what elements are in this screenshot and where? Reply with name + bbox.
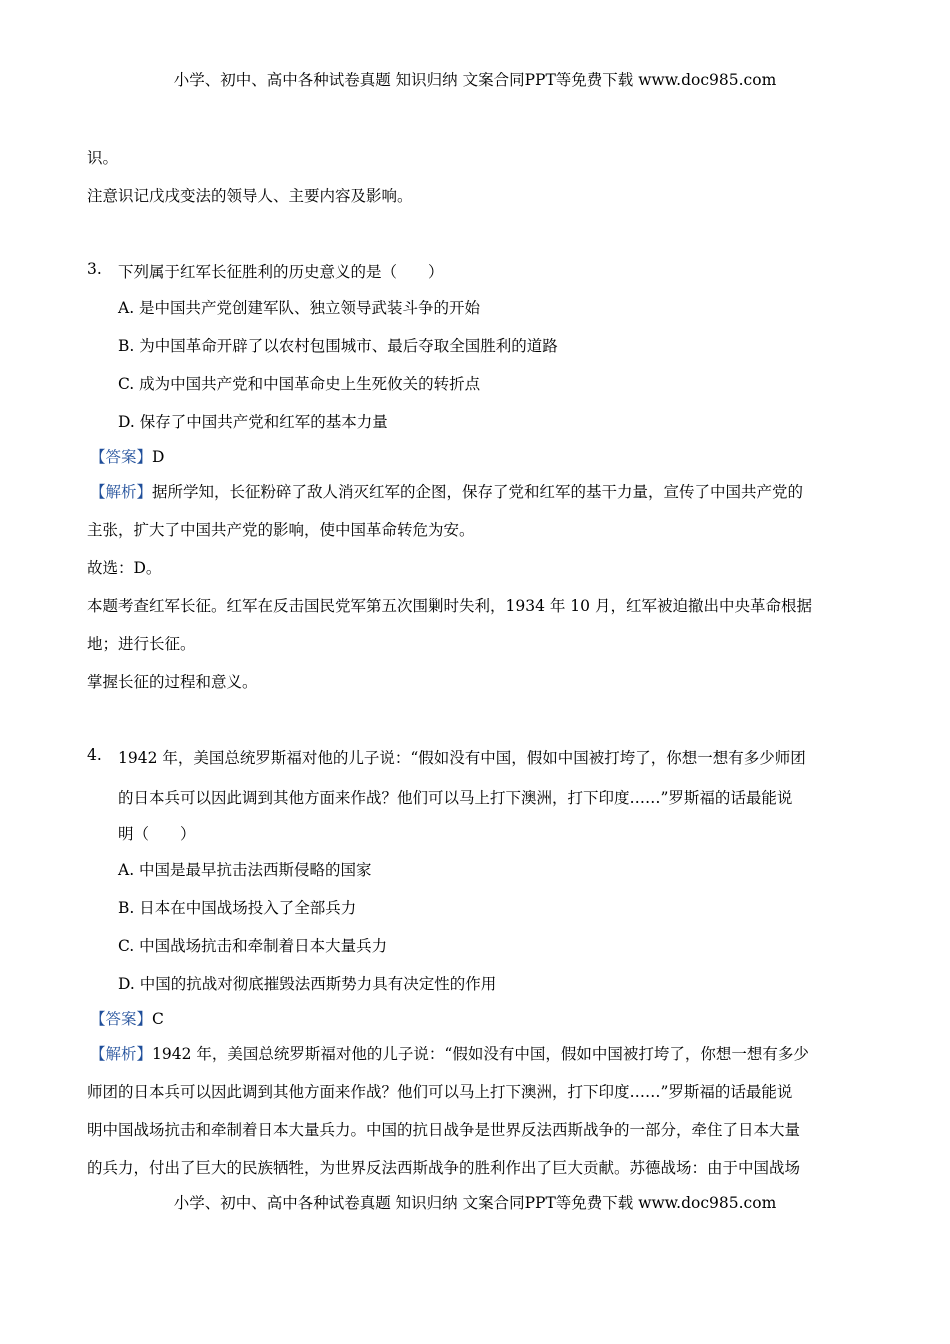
analysis-line <box>90 480 803 502</box>
option-b: B. 日本在中国战场投入了全部兵力 <box>118 899 357 917</box>
option-d: D. 中国的抗战对彻底摧毁法西斯势力具有决定性的作用 <box>118 975 497 993</box>
answer-value: C <box>152 1010 164 1028</box>
text-line: 注意识记戊戌变法的领导人、主要内容及影响。 <box>87 187 413 205</box>
answer-value: D <box>152 448 165 466</box>
option-c: C. 中国战场抗击和牵制着日本大量兵力 <box>118 937 388 955</box>
analysis-tag: 【解析】 <box>90 483 153 501</box>
analysis-text: 1942 年，美国总统罗斯福对他的儿子说：“假如没有中国，假如中国被打垮了，你想一想有多少 <box>152 1045 809 1063</box>
option-b: B. 为中国革命开辟了以农村包围城市、最后夺取全国胜利的道路 <box>118 337 558 355</box>
question-stem: 的日本兵可以因此调到其他方面来作战？他们可以马上打下澳洲，打下印度……”罗斯福的话最能说 <box>118 789 793 807</box>
analysis-line: 的兵力，付出了巨大的民族牺牲，为世界反法西斯战争的胜利作出了巨大贡献。苏德战场：由于中国战场 <box>87 1159 801 1177</box>
point-line: 地；进行长征。 <box>87 635 196 653</box>
analysis-line <box>90 1042 809 1064</box>
question-stem: 1942 年，美国总统罗斯福对他的儿子说：“假如没有中国，假如中国被打垮了，你想一想有多少师团 <box>118 749 806 767</box>
question-number: 4. <box>87 746 102 764</box>
page-header: 小学、初中、高中各种试卷真题 知识归纳 文案合同PPT等免费下载 www.doc985.com <box>173 71 777 89</box>
answer-line <box>90 445 164 467</box>
choice-line: 故选：D。 <box>87 559 162 577</box>
answer-tag: 【答案】 <box>90 1010 153 1028</box>
analysis-text: 据所学知，长征粉碎了敌人消灭红军的企图，保存了党和红军的基干力量，宣传了中国共产党的 <box>152 483 804 501</box>
analysis-tag: 【解析】 <box>90 1045 153 1063</box>
text-line: 识。 <box>87 149 119 167</box>
question-number: 3. <box>87 260 102 278</box>
analysis-line: 主张，扩大了中国共产党的影响，使中国革命转危为安。 <box>87 521 475 539</box>
analysis-line: 师团的日本兵可以因此调到其他方面来作战？他们可以马上打下澳洲，打下印度……”罗斯福的话最能说 <box>87 1083 793 1101</box>
tip-line: 掌握长征的过程和意义。 <box>87 673 258 691</box>
question-stem: 明（ ） <box>118 825 196 843</box>
option-a: A. 中国是最早抗击法西斯侵略的国家 <box>118 861 372 879</box>
question-stem: 下列属于红军长征胜利的历史意义的是（ ） <box>118 263 444 281</box>
option-d: D. 保存了中国共产党和红军的基本力量 <box>118 413 388 431</box>
page-footer: 小学、初中、高中各种试卷真题 知识归纳 文案合同PPT等免费下载 www.doc985.com <box>173 1194 777 1212</box>
answer-line <box>90 1007 164 1029</box>
answer-tag: 【答案】 <box>90 448 153 466</box>
option-a: A. 是中国共产党创建军队、独立领导武装斗争的开始 <box>118 299 481 317</box>
analysis-line: 明中国战场抗击和牵制着日本大量兵力。中国的抗日战争是世界反法西斯战争的一部分，牵住了日本大量 <box>87 1121 801 1139</box>
option-c: C. 成为中国共产党和中国革命史上生死攸关的转折点 <box>118 375 481 393</box>
point-line: 本题考查红军长征。红军在反击国民党军第五次围剿时失利，1934 年 10 月，红军被迫撤出中央革命根据 <box>87 597 812 615</box>
